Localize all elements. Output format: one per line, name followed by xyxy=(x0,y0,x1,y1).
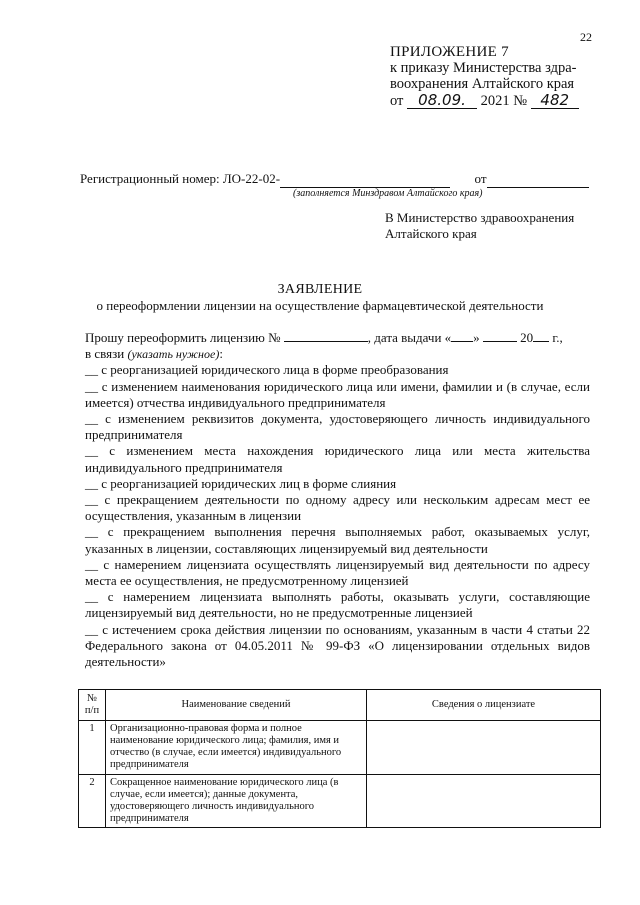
order-year: 2021 № xyxy=(480,93,528,109)
date-prefix: от xyxy=(390,93,404,109)
document-subtitle: о переоформлении лицензии на осуществление фармацевтической деятельности xyxy=(96,298,544,313)
row-field-name: Сокращенное наименование юридического лица (в случае, если имеется); данные документа, удостоверяющего личность индивидуального предпринимателя xyxy=(106,775,367,828)
reason-item[interactable]: __ с реорганизацией юридических лиц в форме слияния xyxy=(85,475,397,491)
reason-item[interactable]: __ с прекращением деятельности по одному адресу или нескольким адресам мест ее осуществления, указанным в лицензии xyxy=(85,492,590,524)
reason-item[interactable]: __ с намерением лицензиата выполнять работы, оказывать услуги, составляющие лицензируемый вид деятельности, но не предусмотренные лицензией xyxy=(85,589,590,621)
page-number: 22 xyxy=(580,30,592,44)
reason-hint: (указать нужное) xyxy=(127,347,220,362)
handwritten-date: 08.09. xyxy=(407,93,477,109)
table-row xyxy=(79,775,601,828)
document-title: ЗАЯВЛЕНИЕ xyxy=(277,282,363,297)
registration-note: (заполняется Минздравом Алтайского края) xyxy=(293,188,483,199)
application-body xyxy=(85,330,590,670)
appendix-title: ПРИЛОЖЕНИЕ 7 xyxy=(390,44,509,60)
row-licensee-value[interactable] xyxy=(367,721,601,775)
request-part-3: » xyxy=(473,330,480,345)
reason-item[interactable]: __ с изменением наименования юридического лица или имени, фамилии и (в случае, если имеется) отчества индивидуального предпринимателя xyxy=(85,378,590,410)
request-line xyxy=(85,330,590,346)
reason-item[interactable]: __ с истечением срока действия лицензии по основаниям, указанным в части 4 статьи 22 Федерального закона от 04.05.2011 № 99-ФЗ «О лицензировании отдельных видов деятельности» xyxy=(85,621,590,670)
reason-item[interactable]: __ с намерением лицензиата осуществлять лицензируемый вид деятельности по адресу места ее осуществления, не предусмотренному лицензией xyxy=(85,556,590,589)
header-licensee-info: Сведения о лицензиате xyxy=(367,690,601,721)
reason-item[interactable]: __ с изменением места нахождения юридического лица или места жительства индивидуального предпринимателя xyxy=(85,443,590,475)
addressee-block xyxy=(385,210,574,242)
table-header-row xyxy=(79,690,601,721)
addressee-line-2: Алтайского края xyxy=(385,226,477,241)
license-number-field[interactable] xyxy=(284,330,368,342)
registration-line xyxy=(80,171,589,188)
row-number: 1 xyxy=(79,721,106,775)
licensee-info-table xyxy=(78,689,601,828)
table-row xyxy=(79,721,601,775)
issue-year-field[interactable] xyxy=(533,330,549,342)
registration-from-label: от xyxy=(474,171,487,186)
request-part-5: г., xyxy=(552,330,563,345)
row-licensee-value[interactable] xyxy=(367,775,601,828)
addressee-line-1: В Министерство здравоохранения xyxy=(385,210,575,225)
appendix-block xyxy=(390,44,579,109)
registration-number-field[interactable] xyxy=(280,171,450,188)
request-part-4: 20 xyxy=(520,330,534,345)
appendix-line-1: к приказу Министерства здра- xyxy=(390,60,577,76)
appendix-date-line xyxy=(390,93,579,109)
handwritten-number: 482 xyxy=(531,93,579,109)
reason-item[interactable]: __ с реорганизацией юридического лица в форме преобразования xyxy=(85,362,449,378)
appendix-line-2: воохранения Алтайского края xyxy=(390,76,575,92)
header-number: № п/п xyxy=(79,690,106,721)
registration-date-field[interactable] xyxy=(487,171,589,188)
request-part-1: Прошу переоформить лицензию № xyxy=(85,330,281,345)
issue-month-field[interactable] xyxy=(483,330,517,342)
request-part-2: , дата выдачи « xyxy=(367,330,452,345)
issue-day-field[interactable] xyxy=(451,330,473,342)
reason-suffix: : xyxy=(219,346,223,362)
reason-item[interactable]: __ с изменением реквизитов документа, удостоверяющего личность индивидуального предпринимателя xyxy=(85,411,590,443)
reason-item[interactable]: __ с прекращением выполнения перечня выполняемых работ, оказываемых услуг, указанных в лицензии, составляющих лицензируемый вид деятельности xyxy=(85,524,590,556)
reason-intro xyxy=(85,346,590,362)
reason-prefix: в связи xyxy=(85,346,125,362)
row-number: 2 xyxy=(79,775,106,828)
row-field-name: Организационно-правовая форма и полное наименование юридического лица; фамилия, имя и отчество (в случае, если имеется) индивидуального предпринимателя xyxy=(106,721,367,775)
registration-label: Регистрационный номер: ЛО-22-02- xyxy=(80,171,281,186)
header-field-name: Наименование сведений xyxy=(106,690,367,721)
